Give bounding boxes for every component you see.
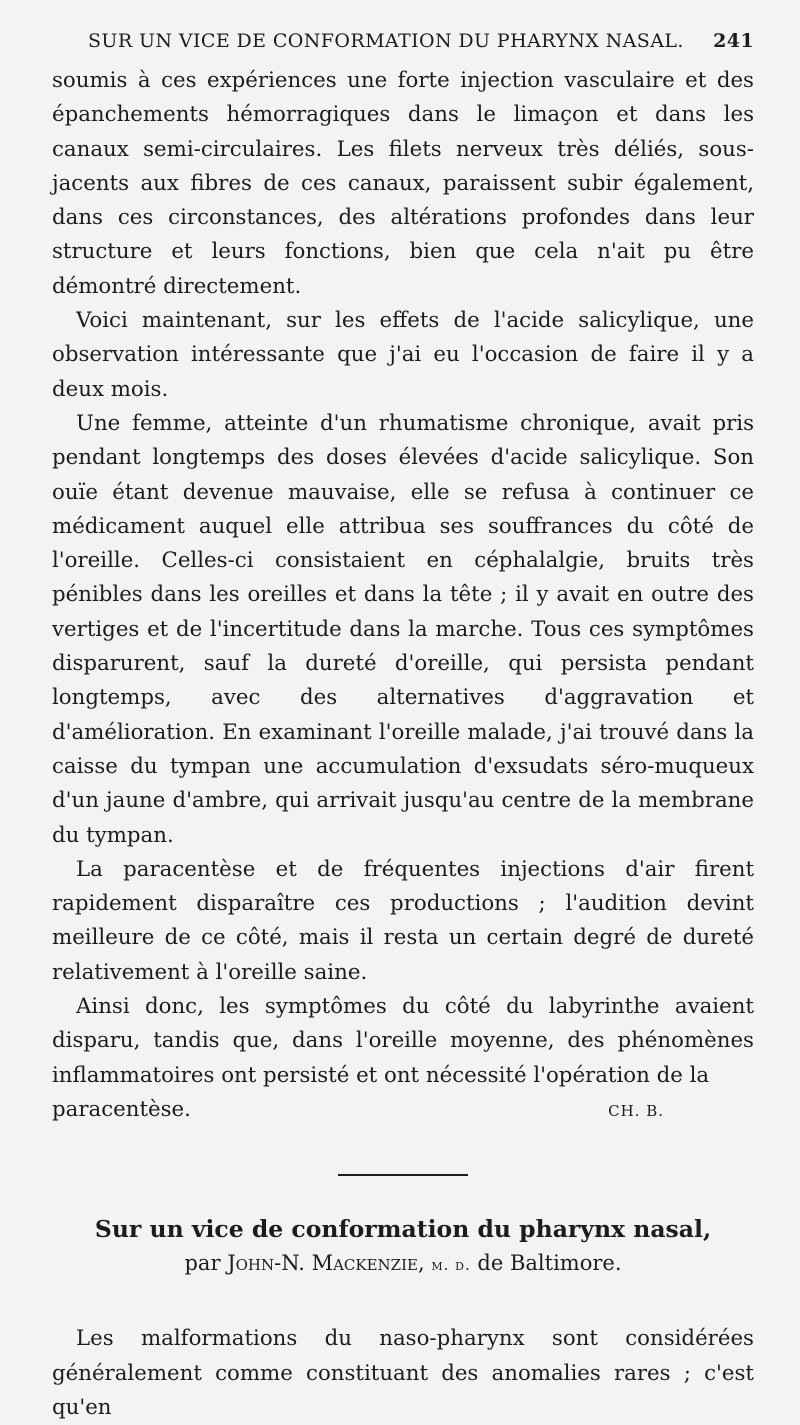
running-head bbox=[52, 30, 754, 64]
article-body bbox=[52, 1322, 754, 1425]
document-page bbox=[52, 30, 754, 1425]
paragraph-5-closing-line bbox=[52, 1093, 754, 1128]
article-byline bbox=[52, 1246, 754, 1282]
author-signature: CH. B. bbox=[608, 1101, 664, 1120]
byline-author: John-N. Mackenzie, bbox=[227, 1251, 425, 1276]
paragraph-5: Ainsi donc, les symptômes du côté du labyrinthe avaient disparu, tandis que, dans l'oreille moyenne, des phénomènes inflammatoires ont persisté et ont nécessité l'opération de la bbox=[52, 994, 754, 1088]
article-title: Sur un vice de conformation du pharynx nasal, bbox=[94, 1215, 712, 1244]
byline-degree: m. d. bbox=[431, 1256, 471, 1275]
paragraph-2: Voici maintenant, sur les effets de l'acide salicylique, une observation intéressante que j'ai eu l'occasion de faire il y a deux mois. bbox=[52, 308, 754, 402]
byline-suffix: de Baltimore. bbox=[477, 1251, 622, 1276]
article-opening-paragraph: Les malformations du naso-pharynx sont considérées généralement comme constituant des anomalies rares ; c'est qu'en bbox=[52, 1326, 754, 1420]
byline-prefix: par bbox=[184, 1251, 221, 1276]
running-head-title: SUR UN VICE DE CONFORMATION DU PHARYNX NASAL. bbox=[88, 30, 684, 52]
body-text bbox=[52, 64, 754, 1128]
paragraph-3: Une femme, atteinte d'un rhumatisme chronique, avait pris pendant longtemps des doses élevées d'acide salicylique. Son ouïe étant devenue mauvaise, elle se refusa à continuer ce médicament auquel elle attribua ses souffrances du côté de l'oreille. Celles-ci consistaient en céphalalgie, bruits très pénibles dans les oreilles et dans la tête ; il y avait en outre des vertiges et de l'incertitude dans la marche. Tous ces symptômes disparurent, sauf la dureté d'oreille, qui persista pendant longtemps, avec des alternatives d'aggravation et d'amélioration. En examinant l'oreille malade, j'ai trouvé dans la caisse du tympan une accumulation d'exsudats séro-muqueux d'un jaune d'ambre, qui arrivait jusqu'au centre de la membrane du tympan. bbox=[52, 410, 754, 848]
paragraph-4: La paracentèse et de fréquentes injections d'air firent rapidement disparaître ces productions ; l'audition devint meilleure de ce côté, mais il resta un certain degré de dureté relativement à l'oreille saine. bbox=[52, 856, 754, 985]
paragraph-1: soumis à ces expériences une forte injection vasculaire et des épanchements hémorragiques dans le limaçon et dans les canaux semi-circulaires. Les filets nerveux très déliés, sous-jacents aux fibres de ces canaux, paraissent subir également, dans ces circonstances, des altérations profondes dans leur structure et leurs fonctions, bien que cela n'ait pu être démontré directement. bbox=[52, 68, 754, 299]
paragraph-5-last-line: paracentèse. bbox=[52, 1096, 191, 1122]
section-divider bbox=[338, 1174, 468, 1176]
page-number: 241 bbox=[713, 30, 754, 52]
